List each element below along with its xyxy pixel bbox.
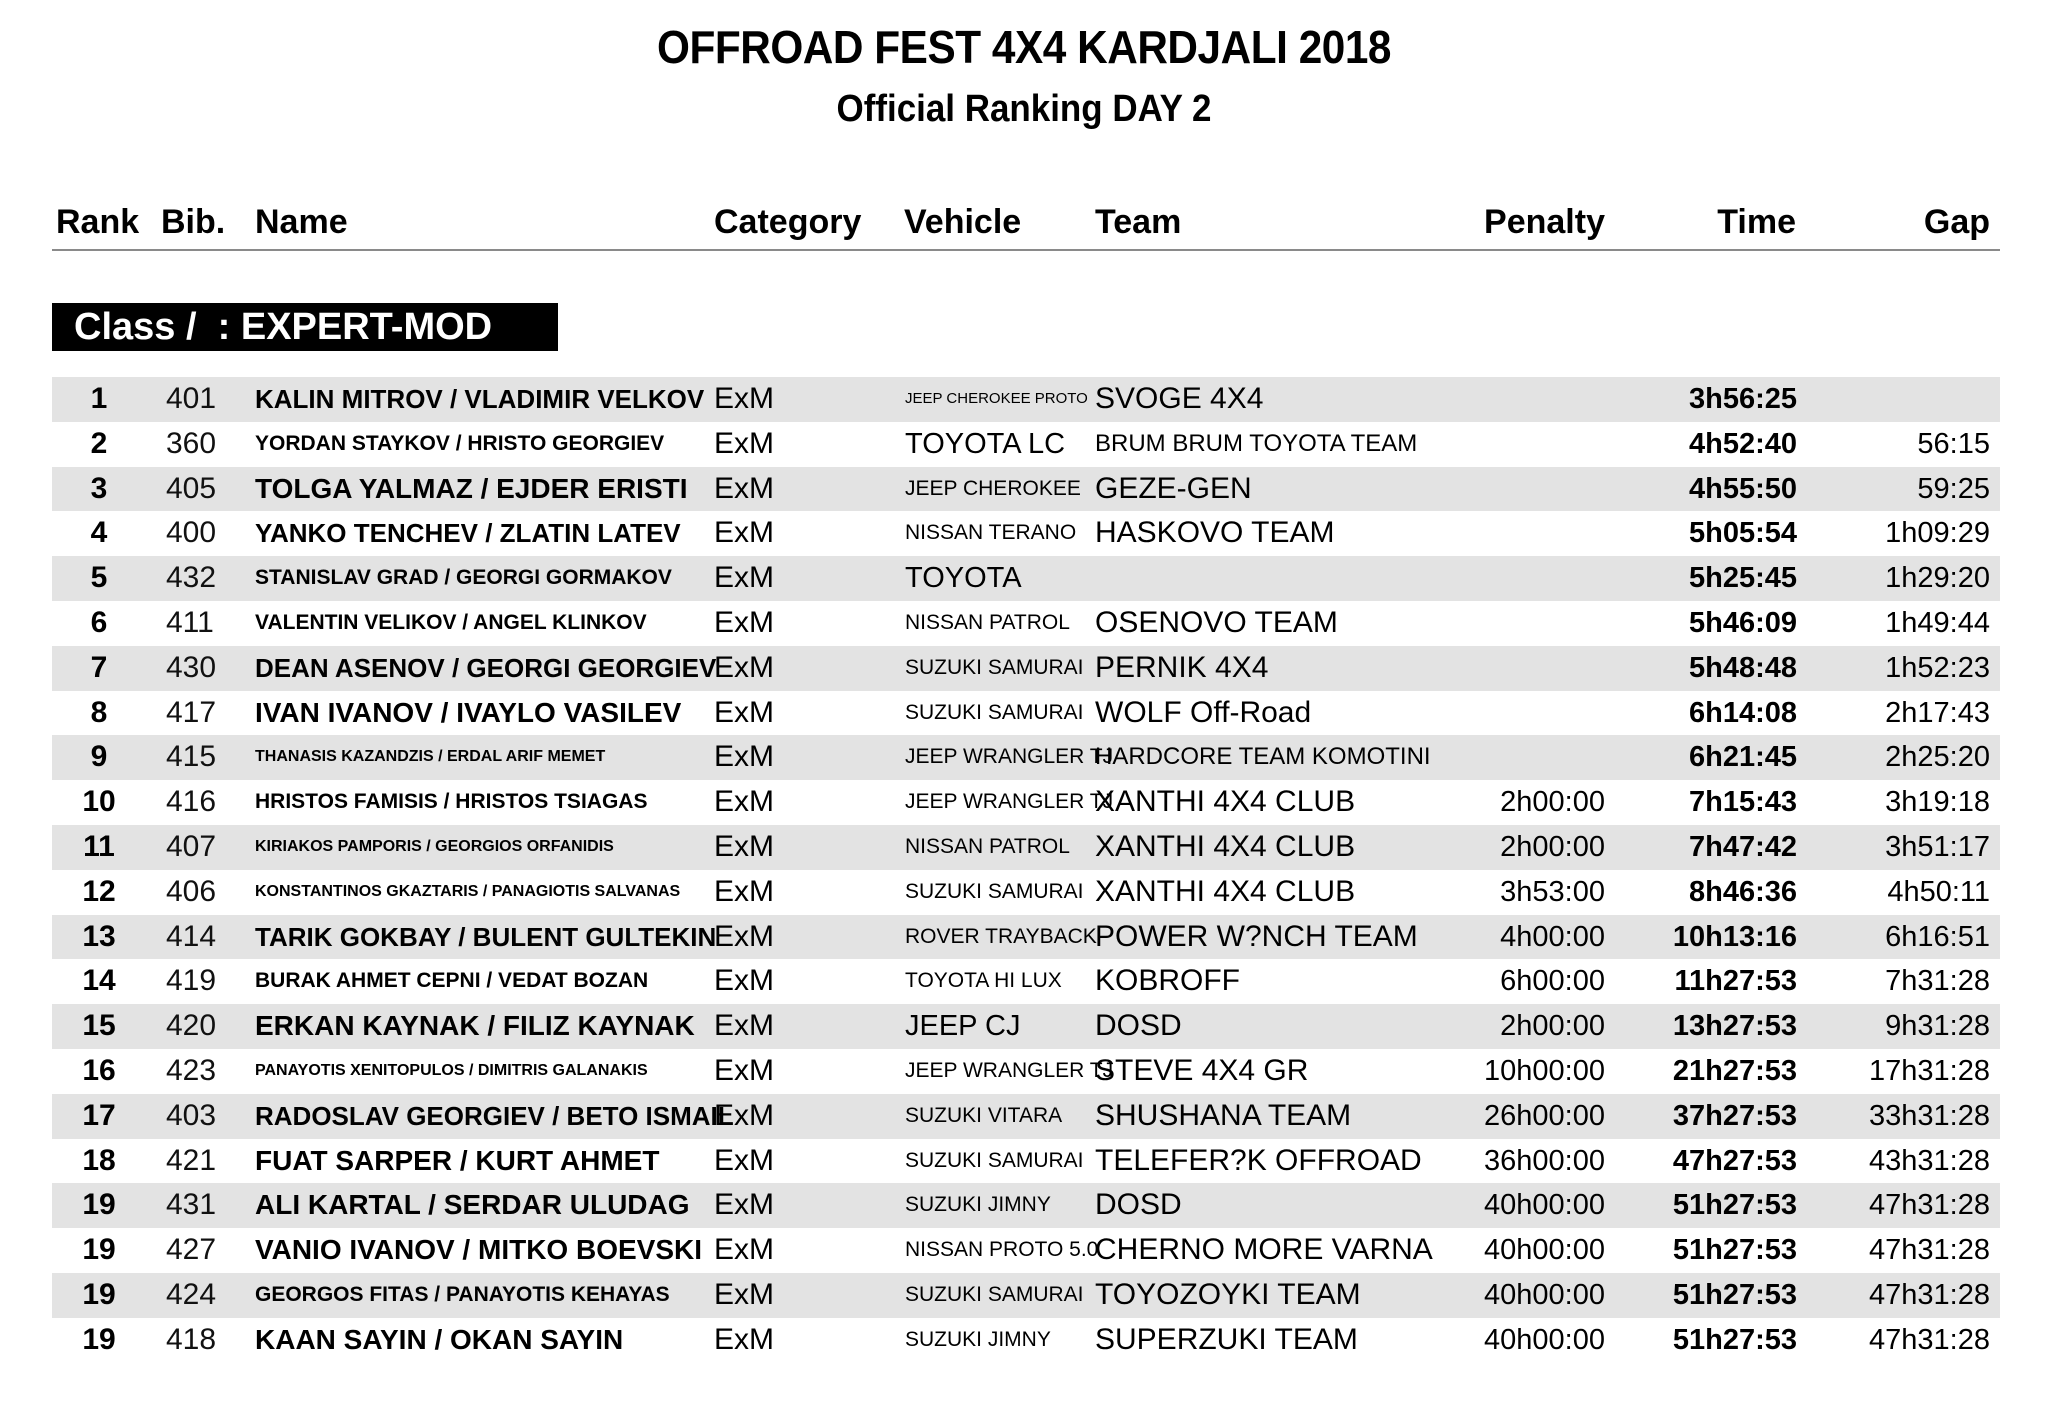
bib-cell: 421 [166, 1143, 217, 1177]
column-header-gap: Gap [1923, 203, 1990, 241]
column-header-rank: Rank [56, 203, 140, 241]
vehicle-cell: JEEP CJ [905, 1010, 1021, 1043]
bib-cell: 423 [166, 1053, 217, 1087]
vehicle-cell: SUZUKI SAMURAI [905, 700, 1084, 724]
rank-cell: 10 [82, 785, 116, 819]
team-cell: TOYOZOYKI TEAM [1095, 1277, 1361, 1311]
gap-cell: 4h50:11 [1887, 875, 1990, 908]
document-subtitle: Official Ranking DAY 2 [836, 88, 1212, 130]
rank-cell: 18 [82, 1143, 116, 1177]
category-cell: ExM [714, 1143, 774, 1177]
table-row [52, 556, 2000, 601]
time-cell: 6h14:08 [1688, 696, 1797, 729]
vehicle-cell: TOYOTA HI LUX [905, 969, 1062, 993]
gap-cell: 47h31:28 [1869, 1234, 1990, 1267]
time-cell: 7h15:43 [1688, 786, 1797, 819]
time-cell: 5h05:54 [1688, 517, 1797, 550]
team-cell: PERNIK 4X4 [1095, 650, 1269, 684]
vehicle-cell: TOYOTA LC [905, 427, 1066, 460]
time-cell: 51h27:53 [1672, 1278, 1797, 1311]
name-cell: RADOSLAV GEORGIEV / BETO ISMAIL [255, 1100, 734, 1131]
bib-cell: 417 [166, 695, 217, 729]
time-cell: 4h52:40 [1688, 427, 1797, 460]
gap-cell: 47h31:28 [1869, 1323, 1990, 1356]
name-cell: VALENTIN VELIKOV / ANGEL KLINKOV [255, 610, 647, 634]
time-cell: 51h27:53 [1672, 1323, 1797, 1356]
gap-cell: 1h09:29 [1885, 517, 1990, 550]
penalty-cell: 2h00:00 [1500, 786, 1605, 819]
name-cell: HRISTOS FAMISIS / HRISTOS TSIAGAS [255, 790, 648, 814]
team-cell: HASKOVO TEAM [1095, 516, 1335, 550]
name-cell: YANKO TENCHEV / ZLATIN LATEV [255, 518, 681, 549]
time-cell: 5h48:48 [1688, 651, 1797, 684]
bib-cell: 415 [166, 740, 217, 774]
table-row [52, 870, 2000, 915]
gap-cell: 1h29:20 [1885, 562, 1990, 595]
name-cell: STANISLAV GRAD / GEORGI GORMAKOV [255, 566, 672, 590]
penalty-cell: 40h00:00 [1484, 1234, 1605, 1267]
bib-cell: 414 [166, 919, 217, 953]
gap-cell: 7h31:28 [1885, 965, 1990, 998]
name-cell: KIRIAKOS PAMPORIS / GEORGIOS ORFANIDIS [255, 837, 614, 855]
penalty-cell: 4h00:00 [1500, 920, 1605, 953]
bib-cell: 405 [166, 471, 217, 505]
team-cell: GEZE-GEN [1095, 471, 1252, 505]
table-row [52, 422, 2000, 467]
gap-cell: 17h31:28 [1869, 1054, 1990, 1087]
ranking-table [52, 377, 2000, 1363]
column-header-vehicle: Vehicle [904, 203, 1022, 241]
name-cell: BURAK AHMET CEPNI / VEDAT BOZAN [255, 969, 649, 993]
time-cell: 13h27:53 [1672, 1010, 1797, 1043]
vehicle-cell: NISSAN PATROL [905, 610, 1070, 634]
time-cell: 5h25:45 [1688, 562, 1797, 595]
name-cell: KAAN SAYIN / OKAN SAYIN [255, 1323, 624, 1355]
gap-cell: 47h31:28 [1869, 1189, 1990, 1222]
vehicle-cell: NISSAN PROTO 5.0 [905, 1238, 1099, 1262]
time-cell: 4h55:50 [1688, 472, 1797, 505]
time-cell: 37h27:53 [1672, 1099, 1797, 1132]
rank-cell: 11 [83, 829, 115, 863]
header-divider [52, 249, 2000, 251]
team-cell: POWER W?NCH TEAM [1095, 919, 1418, 953]
rank-cell: 7 [90, 650, 108, 684]
bib-cell: 432 [166, 561, 217, 595]
rank-cell: 14 [82, 964, 116, 998]
rank-cell: 1 [90, 382, 108, 415]
team-cell: TELEFER?K OFFROAD [1095, 1143, 1422, 1177]
rank-cell: 19 [82, 1277, 116, 1311]
vehicle-cell: NISSAN TERANO [905, 521, 1077, 545]
category-cell: ExM [714, 561, 774, 595]
table-row [52, 1094, 2000, 1139]
name-cell: VANIO IVANOV / MITKO BOEVSKI [255, 1234, 703, 1266]
table-row [52, 959, 2000, 1004]
vehicle-cell: JEEP WRANGLER TJ [905, 790, 1114, 814]
gap-cell: 33h31:28 [1869, 1099, 1990, 1132]
bib-cell: 406 [166, 874, 217, 908]
time-cell: 10h13:16 [1672, 920, 1797, 953]
gap-cell: 2h17:43 [1885, 696, 1990, 729]
column-header-penalty: Penalty [1484, 203, 1605, 241]
rank-cell: 8 [90, 695, 108, 729]
rank-cell: 2 [90, 426, 108, 460]
rank-cell: 19 [82, 1233, 116, 1267]
document-title: OFFROAD FEST 4X4 KARDJALI 2018 [656, 21, 1392, 73]
category-cell: ExM [714, 829, 774, 863]
team-cell: DOSD [1095, 1188, 1182, 1222]
name-cell: YORDAN STAYKOV / HRISTO GEORGIEV [255, 431, 665, 455]
penalty-cell: 2h00:00 [1500, 1010, 1605, 1043]
name-cell: GEORGOS FITAS / PANAYOTIS KEHAYAS [255, 1282, 670, 1306]
team-cell: XANTHI 4X4 CLUB [1095, 829, 1356, 863]
vehicle-cell: SUZUKI JIMNY [905, 1193, 1051, 1217]
penalty-cell: 6h00:00 [1500, 965, 1605, 998]
column-header-category: Category [714, 203, 862, 241]
team-cell: SUPERZUKI TEAM [1095, 1322, 1358, 1356]
vehicle-cell: SUZUKI JIMNY [905, 1327, 1051, 1351]
name-cell: FUAT SARPER / KURT AHMET [255, 1144, 660, 1176]
category-cell: ExM [714, 1188, 774, 1222]
name-cell: THANASIS KAZANDZIS / ERDAL ARIF MEMET [255, 748, 606, 766]
category-cell: ExM [714, 382, 774, 415]
vehicle-cell: JEEP WRANGLER TJ [905, 745, 1114, 769]
team-cell: CHERNO MORE VARNA [1095, 1233, 1433, 1267]
bib-cell: 403 [166, 1098, 217, 1132]
bib-cell: 416 [166, 785, 217, 819]
team-cell: SHUSHANA TEAM [1095, 1098, 1352, 1132]
rank-cell: 16 [82, 1053, 116, 1087]
table-row [52, 377, 2000, 422]
penalty-cell: 3h53:00 [1500, 875, 1605, 908]
category-cell: ExM [714, 605, 774, 639]
name-cell: PANAYOTIS XENITOPULOS / DIMITRIS GALANAKIS [255, 1061, 648, 1079]
bib-cell: 431 [166, 1188, 217, 1222]
category-cell: ExM [714, 471, 774, 505]
penalty-cell: 40h00:00 [1484, 1189, 1605, 1222]
category-cell: ExM [714, 1053, 774, 1087]
penalty-cell: 26h00:00 [1484, 1099, 1605, 1132]
rank-cell: 13 [82, 919, 116, 953]
penalty-cell: 2h00:00 [1500, 830, 1605, 863]
table-row [52, 1183, 2000, 1228]
time-cell: 8h46:36 [1688, 875, 1797, 908]
column-header-team: Team [1095, 203, 1182, 241]
rank-cell: 12 [82, 874, 116, 908]
vehicle-cell: JEEP WRANGLER TJ [905, 1058, 1114, 1082]
penalty-cell: 40h00:00 [1484, 1278, 1605, 1311]
bib-cell: 418 [166, 1322, 217, 1356]
table-row [52, 1273, 2000, 1318]
team-cell: BRUM BRUM TOYOTA TEAM [1095, 429, 1418, 457]
vehicle-cell: TOYOTA [905, 562, 1022, 595]
time-cell: 6h21:45 [1688, 741, 1797, 774]
team-cell: WOLF Off-Road [1095, 695, 1312, 729]
class-label: Class / : EXPERT-MOD [52, 303, 558, 351]
vehicle-cell: JEEP CHEROKEE [905, 476, 1081, 500]
bib-cell: 427 [166, 1233, 217, 1267]
team-cell: HARDCORE TEAM KOMOTINI [1095, 743, 1431, 771]
category-cell: ExM [714, 650, 774, 684]
gap-cell: 3h19:18 [1885, 786, 1990, 819]
category-cell: ExM [714, 695, 774, 729]
vehicle-cell: SUZUKI SAMURAI [905, 1148, 1084, 1172]
name-cell: ALI KARTAL / SERDAR ULUDAG [255, 1189, 690, 1221]
name-cell: TOLGA YALMAZ / EJDER ERISTI [255, 472, 688, 504]
category-cell: ExM [714, 426, 774, 460]
bib-cell: 401 [166, 382, 217, 415]
table-row [52, 735, 2000, 780]
rank-cell: 5 [90, 561, 108, 595]
bib-cell: 430 [166, 650, 217, 684]
team-cell: OSENOVO TEAM [1095, 605, 1338, 639]
category-cell: ExM [714, 1009, 774, 1043]
bib-cell: 407 [166, 829, 217, 863]
category-cell: ExM [714, 874, 774, 908]
column-header-time: Time [1717, 203, 1796, 241]
time-cell: 21h27:53 [1672, 1054, 1797, 1087]
vehicle-cell: ROVER TRAYBACK [905, 924, 1097, 948]
name-cell: ERKAN KAYNAK / FILIZ KAYNAK [255, 1010, 695, 1042]
team-cell: DOSD [1095, 1009, 1182, 1043]
time-cell: 47h27:53 [1672, 1144, 1797, 1177]
category-cell: ExM [714, 1277, 774, 1311]
rank-cell: 19 [82, 1322, 116, 1356]
name-cell: KONSTANTINOS GKAZTARIS / PANAGIOTIS SALVANAS [255, 882, 681, 900]
category-cell: ExM [714, 1322, 774, 1356]
vehicle-cell: SUZUKI SAMURAI [905, 879, 1084, 903]
penalty-cell: 40h00:00 [1484, 1323, 1605, 1356]
table-row [52, 691, 2000, 736]
name-cell: DEAN ASENOV / GEORGI GEORGIEV [255, 652, 717, 683]
team-cell: STEVE 4X4 GR [1095, 1053, 1309, 1087]
category-cell: ExM [714, 964, 774, 998]
gap-cell: 9h31:28 [1885, 1010, 1990, 1043]
bib-cell: 424 [166, 1277, 217, 1311]
penalty-cell: 36h00:00 [1484, 1144, 1605, 1177]
rank-cell: 17 [82, 1098, 116, 1132]
table-row [52, 1318, 2000, 1363]
bib-cell: 419 [166, 964, 217, 998]
bib-cell: 420 [166, 1009, 217, 1043]
team-cell: XANTHI 4X4 CLUB [1095, 785, 1356, 819]
table-row [52, 601, 2000, 646]
gap-cell: 6h16:51 [1885, 920, 1990, 953]
vehicle-cell: NISSAN PATROL [905, 834, 1070, 858]
column-header-bib: Bib. [161, 203, 226, 241]
gap-cell: 3h51:17 [1885, 830, 1990, 863]
table-row [52, 780, 2000, 825]
table-row [52, 646, 2000, 691]
table-row [52, 511, 2000, 556]
gap-cell: 47h31:28 [1869, 1278, 1990, 1311]
rank-cell: 15 [82, 1009, 116, 1043]
time-cell: 11h27:53 [1674, 965, 1797, 998]
time-cell: 51h27:53 [1672, 1234, 1797, 1267]
vehicle-cell: SUZUKI VITARA [905, 1103, 1063, 1127]
name-cell: TARIK GOKBAY / BULENT GULTEKIN [255, 921, 717, 952]
bib-cell: 360 [166, 426, 217, 460]
table-row [52, 915, 2000, 960]
gap-cell: 43h31:28 [1869, 1144, 1990, 1177]
table-row [52, 1004, 2000, 1049]
rank-cell: 3 [90, 471, 108, 505]
vehicle-cell: JEEP CHEROKEE PROTO [905, 390, 1088, 407]
table-row [52, 825, 2000, 870]
category-cell: ExM [714, 785, 774, 819]
table-row [52, 1049, 2000, 1094]
table-row [52, 1228, 2000, 1273]
time-cell: 5h46:09 [1688, 606, 1797, 639]
category-cell: ExM [714, 740, 774, 774]
penalty-cell: 10h00:00 [1484, 1054, 1605, 1087]
rank-cell: 6 [90, 605, 108, 639]
rank-cell: 4 [90, 516, 108, 550]
team-cell: KOBROFF [1095, 964, 1241, 998]
bib-cell: 411 [166, 605, 214, 639]
gap-cell: 56:15 [1917, 427, 1990, 460]
rank-cell: 19 [82, 1188, 116, 1222]
name-cell: KALIN MITROV / VLADIMIR VELKOV [255, 384, 705, 414]
time-cell: 51h27:53 [1672, 1189, 1797, 1222]
gap-cell: 59:25 [1917, 472, 1990, 505]
time-cell: 3h56:25 [1688, 383, 1797, 415]
time-cell: 7h47:42 [1688, 830, 1797, 863]
column-header-name: Name [255, 203, 348, 241]
team-cell: SVOGE 4X4 [1095, 382, 1264, 415]
table-row [52, 467, 2000, 512]
table-row [52, 1139, 2000, 1184]
bib-cell: 400 [166, 516, 217, 550]
category-cell: ExM [714, 1098, 774, 1132]
vehicle-cell: SUZUKI SAMURAI [905, 655, 1084, 679]
gap-cell: 1h49:44 [1885, 606, 1990, 639]
category-cell: ExM [714, 919, 774, 953]
gap-cell: 2h25:20 [1885, 741, 1990, 774]
vehicle-cell: SUZUKI SAMURAI [905, 1282, 1084, 1306]
category-cell: ExM [714, 516, 774, 550]
team-cell: XANTHI 4X4 CLUB [1095, 874, 1356, 908]
category-cell: ExM [714, 1233, 774, 1267]
name-cell: IVAN IVANOV / IVAYLO VASILEV [255, 696, 682, 728]
gap-cell: 1h52:23 [1885, 651, 1990, 684]
rank-cell: 9 [90, 740, 108, 774]
